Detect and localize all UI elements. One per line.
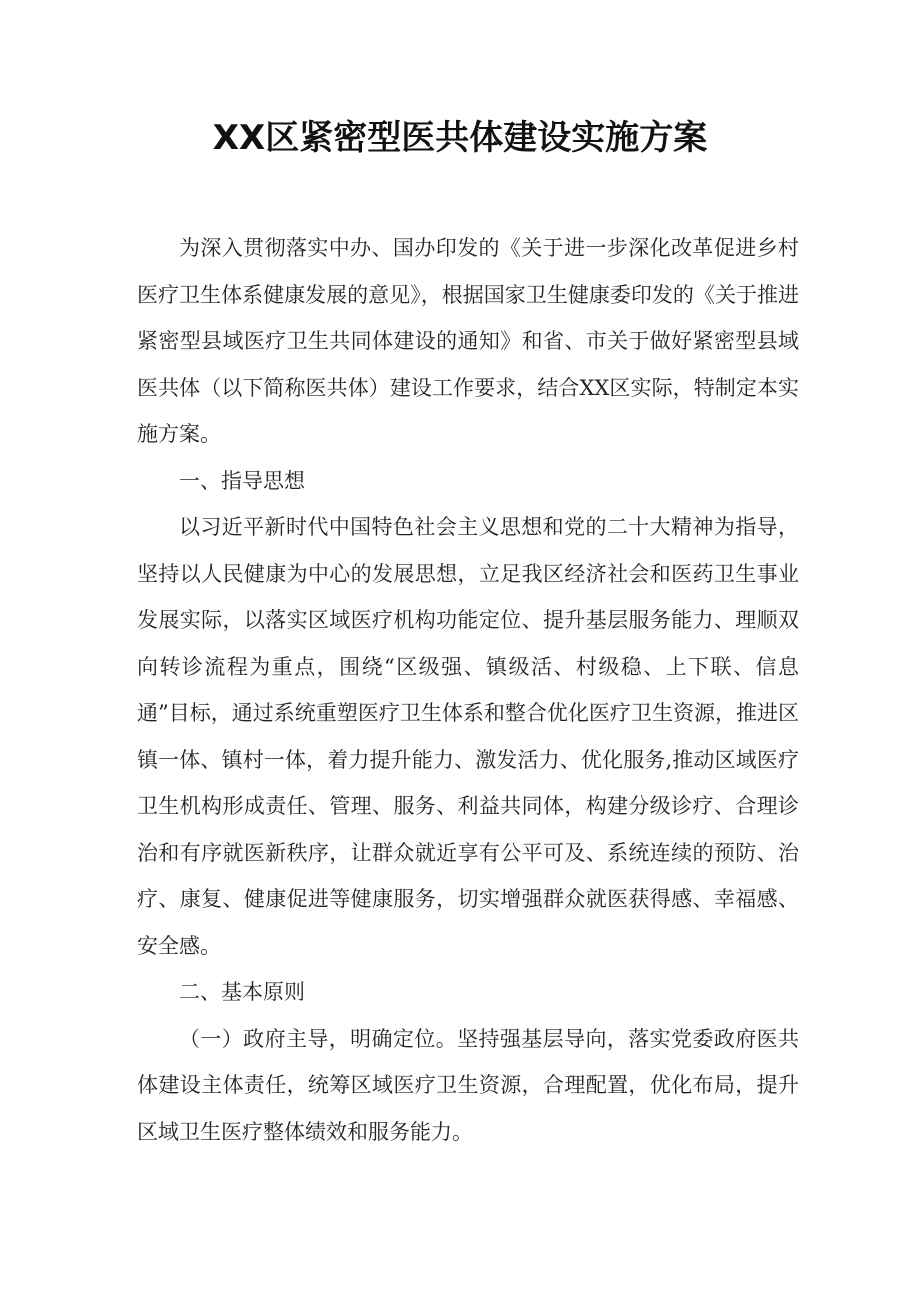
section-heading-guiding-ideology: 一、指导思想 — [179, 468, 305, 493]
document-title: XX区紧密型医共体建设实施方案 — [212, 118, 708, 158]
section-heading-basic-principles: 二、基本原则 — [179, 980, 305, 1004]
document-body — [137, 225, 799, 1155]
guiding-ideology-paragraph: 以习近平新时代中国特色社会主义思想和党的二十大精神为指导，坚持以人民健康为中心的发展思想，立足我区经济社会和医药卫生事业发展实际，以落实区域医疗机构功能定位、提升基层服务能力、理顺双向转诊流程为重点，围绕“区级强、镇级活、村级稳、上下联、信息通”目标，通过系统重塑医疗卫生体系和整合优化医疗卫生资源，推进区镇一体、镇村一体，着力提升能力、激发活力、优化服务,推动区域医疗卫生机构形成责任、管理、服务、利益共同体，构建分级诊疗、合理诊治和有序就医新秩序，让群众就近享有公平可及、系统连续的预防、治疗、康复、健康促进等健康服务，切实增强群众就医获得感、幸福感、安全感。 — [137, 515, 799, 958]
principle-item-1: （一）政府主导，明确定位。坚持强基层导向，落实党委政府医共体建设主体责任，统筹区域医疗卫生资源，合理配置，优化布局，提升区域卫生医疗整体绩效和服务能力。 — [137, 1026, 799, 1144]
intro-paragraph: 为深入贯彻落实中办、国办印发的《关于进一步深化改革促进乡村医疗卫生体系健康发展的意见》，根据国家卫生健康委印发的《关于推进紧密型县域医疗卫生共同体建设的通知》和省、市关于做好紧密型县域医共体（以下简称医共体）建设工作要求，结合XX区实际，特制定本实施方案。 — [137, 236, 799, 446]
